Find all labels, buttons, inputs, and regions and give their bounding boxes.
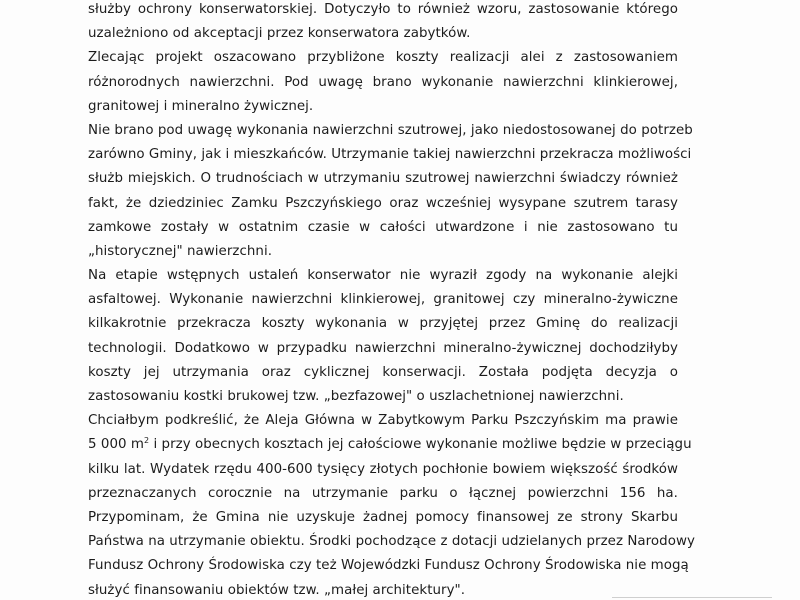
- document-line-20: kilku lat. Wydatek rzędu 400-600 tysięcy złotych pochłonie bowiem większość środków: [88, 461, 678, 477]
- scan-edge-mark: [612, 597, 772, 598]
- document-line-4: różnorodnych nawierzchni. Pod uwagę brano wykonanie nawierzchni klinkierowej,: [88, 74, 678, 90]
- document-line-16: koszty jej utrzymania oraz cyklicznej konserwacji. Została podjęta decyzja o: [88, 364, 678, 380]
- document-line-12: Na etapie wstępnych ustaleń konserwator nie wyraził zgody na wykonanie alejki: [88, 268, 678, 284]
- document-line-2: uzależniono od akceptacji przez konserwatora zabytków.: [88, 26, 471, 42]
- document-line-23: Państwa na utrzymanie obiektu. Środki pochodzące z dotacji udzielanych przez Narodowy: [88, 534, 695, 550]
- document-line-8: służb miejskich. O trudnościach w utrzymaniu szutrowej nawierzchni świadczy również: [88, 171, 678, 187]
- document-body-text: [88, 0, 695, 600]
- document-line-13: asfaltowej. Wykonanie nawierzchni klinkierowej, granitowej czy mineralno-żywiczne: [88, 292, 678, 308]
- document-line-5: granitowej i mineralno żywicznej.: [88, 98, 314, 114]
- document-line-10: zamkowe zostały w ostatnim czasie w całości utwardzone i nie zastosowano tu: [88, 219, 678, 235]
- document-line-21: przeznaczanych corocznie na utrzymanie parku o łącznej powierzchni 156 ha.: [88, 485, 678, 501]
- document-line-9: fakt, że dziedziniec Zamku Pszczyńskiego oraz wcześniej wysypane szutrem tarasy: [88, 195, 678, 211]
- document-line-6: Nie brano pod uwagę wykonania nawierzchni szutrowej, jako niedostosowanej do potrzeb: [88, 122, 693, 138]
- document-line-17: zastosowaniu kostki brukowej tzw. „bezfazowej" o uszlachetnionej nawierzchni.: [88, 389, 624, 404]
- document-line-19: 5 000 $m^2$ i przy obecnych kosztach jej całościowe wykonanie możliwe będzie w przeciągu: [88, 436, 692, 453]
- document-line-1: służby ochrony konserwatorskiej. Dotyczyło to również wzoru, zastosowanie którego: [88, 2, 678, 17]
- document-line-14: kilkakrotnie przekracza koszty wykonania w przyjętej przez Gminę do realizacji: [88, 316, 678, 332]
- document-line-15: technologii. Dodatkowo w przypadku nawierzchni mineralno-żywicznej dochodziłyby: [88, 340, 678, 356]
- document-line-11: „historycznej" nawierzchni.: [88, 243, 273, 259]
- document-line-24: Fundusz Ochrony Środowiska czy też Wojewódzki Fundusz Ochrony Środowiska nie mogą: [88, 558, 689, 574]
- document-line-3: Zlecając projekt oszacowano przybliżone koszty realizacji alei z zastosowaniem: [88, 50, 678, 66]
- document-line-22: Przypominam, że Gmina nie uzyskuje żadnej pomocy finansowej ze strony Skarbu: [88, 509, 678, 525]
- document-line-18: Chciałbym podkreślić, że Aleja Główna w Zabytkowym Parku Pszczyńskim ma prawie: [88, 413, 678, 429]
- document-line-7: zarówno Gminy, jak i mieszkańców. Utrzymanie takiej nawierzchni przekracza możliwości: [88, 147, 692, 163]
- document-line-25: służyć finansowaniu obiektów tzw. „małej architektury".: [88, 582, 466, 598]
